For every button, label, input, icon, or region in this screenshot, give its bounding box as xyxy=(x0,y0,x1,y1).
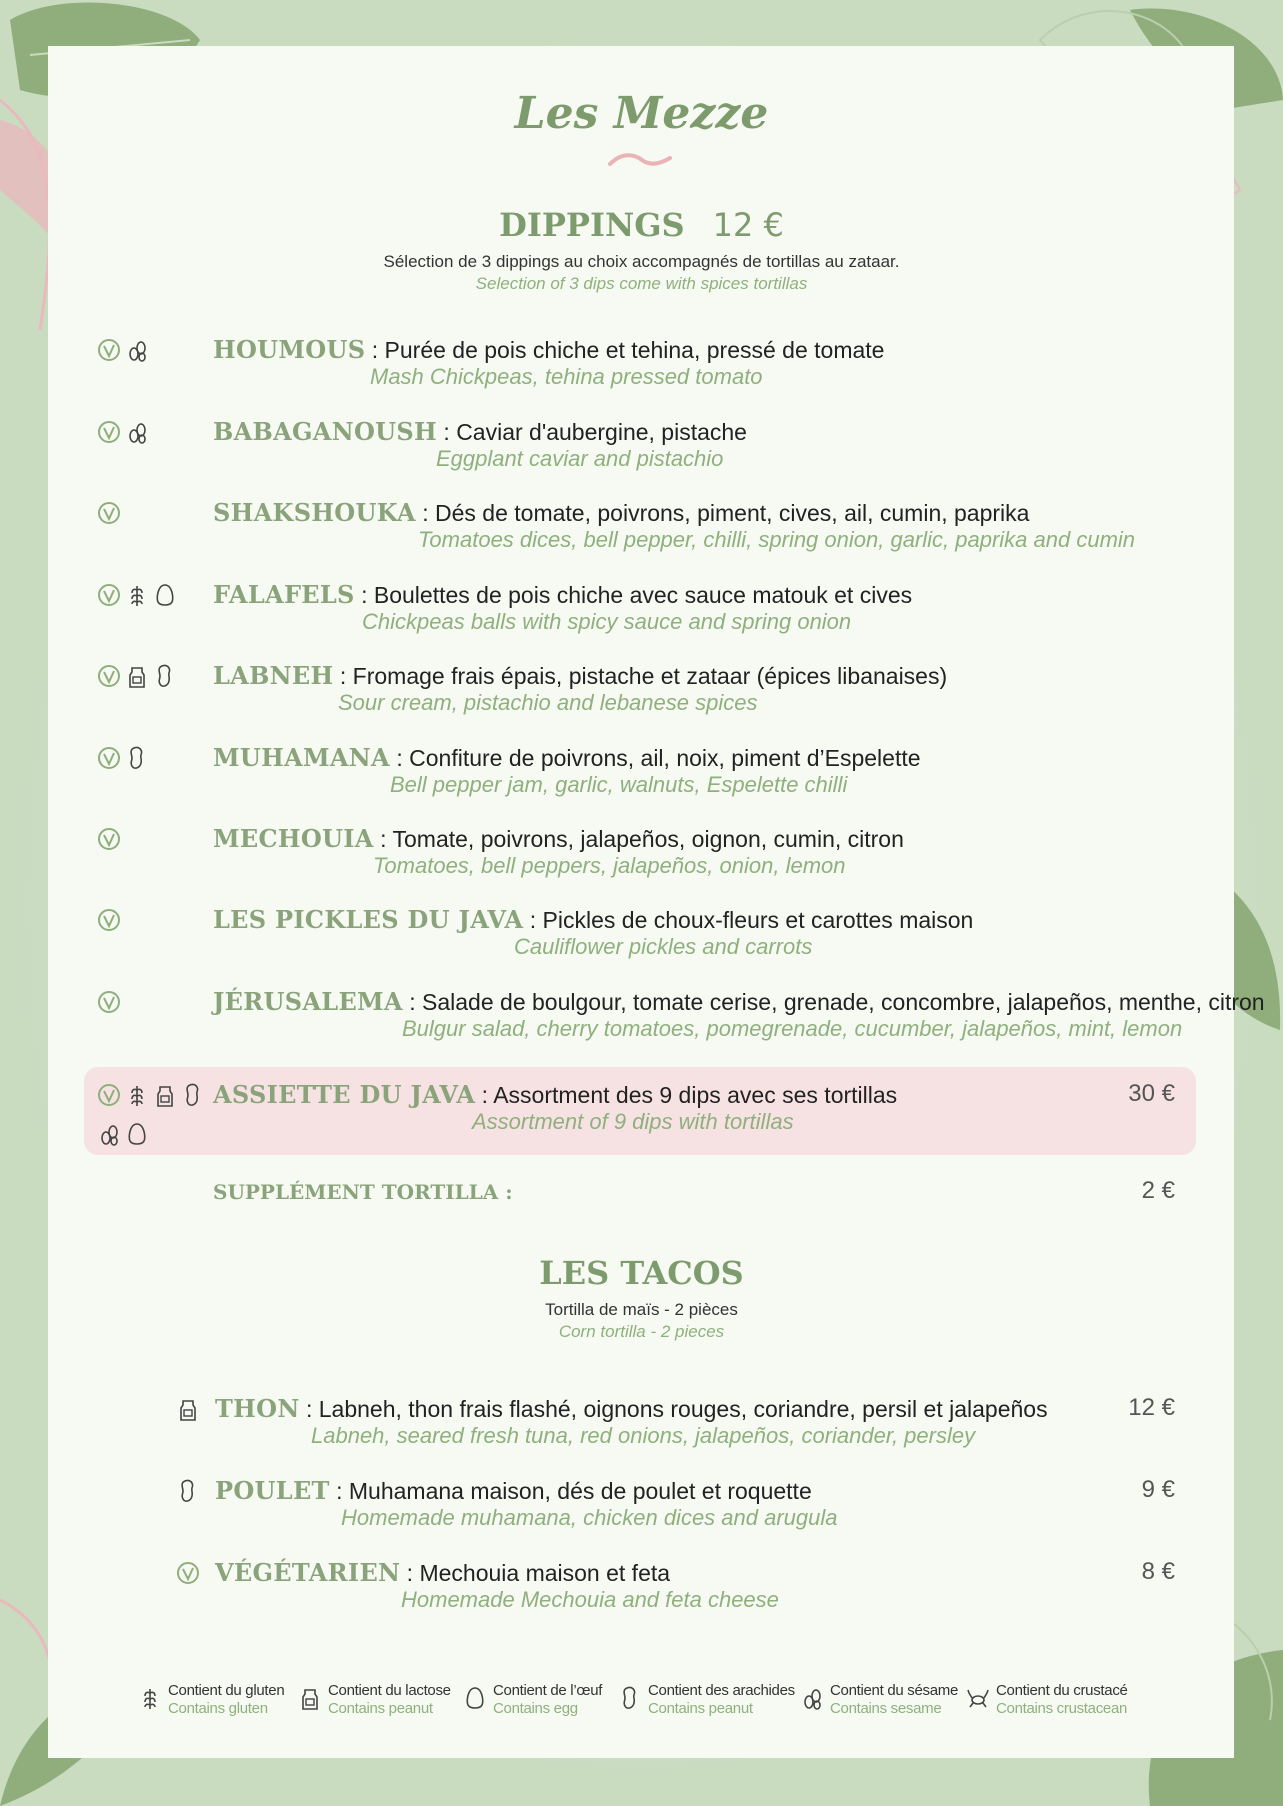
legend-item xyxy=(298,1682,451,1718)
allergen-icons xyxy=(176,1560,200,1591)
item-description-en: Homemade muhamana, chicken dices and arugula xyxy=(341,1505,838,1530)
sesame-icon xyxy=(125,419,149,450)
dippings-description-en: Selection of 3 dips come with spices tortillas xyxy=(475,274,808,293)
item-description-fr: Caviar d'aubergine, pistache xyxy=(456,419,747,445)
gluten-icon xyxy=(125,1082,149,1113)
item-description-en: Labneh, seared fresh tuna, red onions, jalapeños, coriander, persley xyxy=(311,1423,976,1448)
item-price: 9 € xyxy=(1141,1476,1175,1503)
peanut-icon xyxy=(153,663,177,694)
legend-label-fr: Contient du sésame xyxy=(830,1682,959,1699)
legend-label-fr: Contient de l’œuf xyxy=(493,1682,603,1699)
item-description-fr: Pickles de choux-fleurs et carottes maison xyxy=(542,907,974,933)
item-name: BABAGANOUSH xyxy=(213,417,438,446)
item-description-fr: Confiture de poivrons, ail, noix, piment d’Espelette xyxy=(409,745,921,771)
item-description-en: Bulgur salad, cherry tomatoes, pomegrenade, cucumber, jalapeños, mint, lemon xyxy=(402,1016,1183,1041)
legend-text xyxy=(648,1682,795,1718)
vegan-icon xyxy=(97,989,121,1020)
item-description-fr: Dés de tomate, poivrons, piment, cives, ail, cumin, paprika xyxy=(435,500,1030,526)
allergen-icons xyxy=(176,1396,200,1427)
allergen-icons xyxy=(176,1478,200,1509)
item-separator: : xyxy=(333,663,353,689)
legend-item xyxy=(463,1682,602,1718)
legend-label-en: Contains peanut xyxy=(648,1700,753,1717)
peanut-icon xyxy=(125,745,149,776)
tacos-heading: LES TACOS xyxy=(539,1254,744,1292)
item-description-en: Cauliflower pickles and carrots xyxy=(514,934,813,959)
item-line-fr xyxy=(213,661,947,690)
item-separator: : xyxy=(400,1560,420,1586)
item-line-fr xyxy=(213,905,973,934)
lactose-icon xyxy=(125,663,149,694)
item-line-fr xyxy=(213,498,1029,527)
item-line-fr xyxy=(215,1476,812,1505)
swash-ornament xyxy=(608,150,672,170)
item-description-en: Bell pepper jam, garlic, walnuts, Espelette chilli xyxy=(390,772,848,797)
item-name: THON xyxy=(215,1394,300,1423)
item-price: 30 € xyxy=(1128,1080,1175,1107)
legend-text xyxy=(168,1682,284,1718)
allergen-icons xyxy=(97,745,149,776)
legend-text xyxy=(996,1682,1128,1718)
item-separator: : xyxy=(299,1396,319,1422)
allergen-icons xyxy=(97,1082,207,1152)
legend-item xyxy=(800,1682,958,1718)
item-name: SHAKSHOUKA xyxy=(213,498,416,527)
item-description-en: Homemade Mechouia and feta cheese xyxy=(401,1587,779,1612)
item-description-fr: Tomate, poivrons, jalapeños, oignon, cumin, citron xyxy=(392,826,904,852)
sesame-icon xyxy=(125,337,149,368)
item-description-en: Eggplant caviar and pistachio xyxy=(436,446,724,471)
item-description-fr: Boulettes de pois chiche avec sauce matouk et cives xyxy=(373,582,913,608)
item-description-en: Sour cream, pistachio and lebanese spices xyxy=(338,690,758,715)
item-description-fr: Fromage frais épais, pistache et zataar (épices libanaises) xyxy=(352,663,948,689)
crustacean-icon xyxy=(966,1685,990,1716)
legend-item xyxy=(966,1682,1128,1718)
sesame-icon xyxy=(800,1685,824,1716)
item-name: JÉRUSALEMA xyxy=(213,987,403,1016)
item-name: POULET xyxy=(215,1476,330,1505)
gluten-icon xyxy=(125,582,149,613)
lactose-icon xyxy=(153,1082,177,1113)
vegan-icon xyxy=(97,337,121,368)
legend-label-en: Contains peanut xyxy=(328,1700,433,1717)
item-line-fr xyxy=(213,1080,897,1109)
item-line-fr xyxy=(213,987,1265,1016)
item-description-fr: Mechouia maison et feta xyxy=(419,1560,671,1586)
item-separator: : xyxy=(475,1082,494,1108)
supplement-price: 2 € xyxy=(1141,1177,1175,1204)
page-title: Les Mezze xyxy=(514,88,769,139)
item-description-fr: Labneh, thon frais flashé, oignons rouges, coriandre, persil et jalapeños xyxy=(318,1396,1048,1422)
item-line-fr xyxy=(213,580,912,609)
item-separator: : xyxy=(354,582,374,608)
egg-icon xyxy=(463,1685,487,1716)
item-separator: : xyxy=(402,989,423,1015)
item-name: LES PICKLES DU JAVA xyxy=(213,905,524,934)
item-separator: : xyxy=(523,907,543,933)
legend-label-en: Contains sesame xyxy=(830,1700,942,1717)
item-line-fr xyxy=(215,1394,1048,1423)
legend-label-en: Contains gluten xyxy=(168,1700,268,1717)
item-name: MECHOUIA xyxy=(213,824,374,853)
lactose-icon xyxy=(176,1396,200,1427)
item-line-fr xyxy=(215,1558,670,1587)
legend-text xyxy=(493,1682,602,1718)
item-separator: : xyxy=(329,1478,349,1504)
allergen-icons xyxy=(97,826,121,857)
item-line-fr xyxy=(213,335,884,364)
item-description-en: Assortment of 9 dips with tortillas xyxy=(472,1109,794,1134)
allergen-icons xyxy=(97,907,121,938)
allergen-icons xyxy=(97,500,121,531)
legend-label-fr: Contient des arachides xyxy=(648,1682,795,1699)
vegan-icon xyxy=(97,419,121,450)
dippings-price: 12 € xyxy=(712,206,784,244)
vegan-icon xyxy=(176,1560,200,1591)
lactose-icon xyxy=(298,1685,322,1716)
item-name: FALAFELS xyxy=(213,580,355,609)
legend-text xyxy=(830,1682,958,1718)
item-separator: : xyxy=(415,500,436,526)
item-name: VÉGÉTARIEN xyxy=(215,1558,401,1587)
item-description-fr: Assortment des 9 dips avec ses tortillas xyxy=(493,1082,898,1108)
item-price: 8 € xyxy=(1141,1558,1175,1585)
vegan-icon xyxy=(97,907,121,938)
item-separator: : xyxy=(373,826,393,852)
item-price: 12 € xyxy=(1128,1394,1175,1421)
sesame-icon xyxy=(97,1121,121,1152)
item-separator: : xyxy=(437,419,457,445)
legend-label-fr: Contient du gluten xyxy=(168,1682,285,1699)
allergen-icons xyxy=(97,337,149,368)
tacos-description-en: Corn tortilla - 2 pieces xyxy=(558,1322,725,1341)
egg-icon xyxy=(125,1121,149,1152)
item-description-en: Mash Chickpeas, tehina pressed tomato xyxy=(370,364,763,389)
allergen-icons xyxy=(97,582,177,613)
legend-label-en: Contains egg xyxy=(493,1700,578,1717)
dippings-title: DIPPINGS xyxy=(499,206,685,244)
egg-icon xyxy=(153,582,177,613)
legend-text xyxy=(328,1682,451,1718)
vegan-icon xyxy=(97,1082,121,1113)
tacos-description-fr: Tortilla de maïs - 2 pièces xyxy=(545,1300,738,1319)
item-separator: : xyxy=(389,745,410,771)
dippings-heading xyxy=(0,206,1283,244)
peanut-icon xyxy=(181,1082,205,1113)
item-separator: : xyxy=(365,337,385,363)
item-line-fr xyxy=(213,824,904,853)
allergen-icons xyxy=(97,989,121,1020)
item-line-fr xyxy=(213,743,921,772)
supplement-label: SUPPLÉMENT TORTILLA : xyxy=(213,1180,513,1204)
vegan-icon xyxy=(97,500,121,531)
item-description-en: Chickpeas balls with spicy sauce and spring onion xyxy=(362,609,852,634)
item-name: HOUMOUS xyxy=(213,335,366,364)
vegan-icon xyxy=(97,582,121,613)
item-name: MUHAMANA xyxy=(213,743,390,772)
allergen-icons xyxy=(97,419,149,450)
legend-label-fr: Contient du crustacé xyxy=(996,1682,1128,1699)
gluten-icon xyxy=(138,1685,162,1716)
legend-label-en: Contains crustacean xyxy=(996,1700,1128,1717)
allergen-icons xyxy=(97,663,177,694)
item-name: ASSIETTE DU JAVA xyxy=(213,1080,476,1109)
item-name: LABNEH xyxy=(213,661,334,690)
legend-label-fr: Contient du lactose xyxy=(328,1682,451,1699)
item-description-fr: Salade de boulgour, tomate cerise, grenade, concombre, jalapeños, menthe, citron xyxy=(422,989,1265,1015)
legend-item xyxy=(618,1682,795,1718)
item-description-fr: Muhamana maison, dés de poulet et roquette xyxy=(348,1478,812,1504)
peanut-icon xyxy=(176,1478,200,1509)
peanut-icon xyxy=(618,1685,642,1716)
item-description-en: Tomatoes dices, bell pepper, chilli, spring onion, garlic, paprika and cumin xyxy=(418,527,1136,552)
vegan-icon xyxy=(97,826,121,857)
vegan-icon xyxy=(97,745,121,776)
legend-item xyxy=(138,1682,284,1718)
item-description-en: Tomatoes, bell peppers, jalapeños, onion, lemon xyxy=(373,853,846,878)
dippings-description-fr: Sélection de 3 dippings au choix accompagnés de tortillas au zataar. xyxy=(383,252,900,271)
vegan-icon xyxy=(97,663,121,694)
item-line-fr xyxy=(213,417,747,446)
item-description-fr: Purée de pois chiche et tehina, pressé de tomate xyxy=(384,337,885,363)
